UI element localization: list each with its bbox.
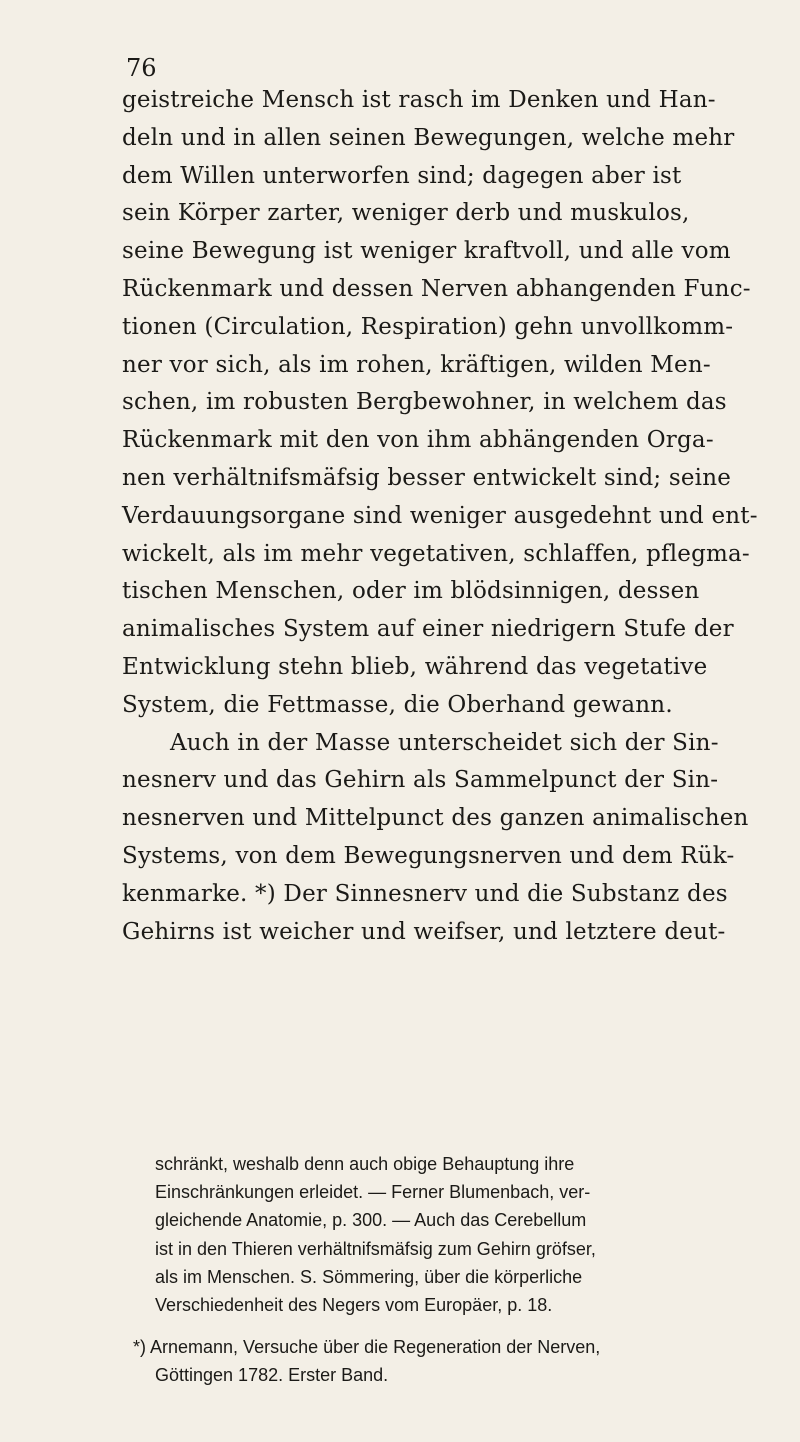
footnote-marker-line: *) Arnemann, Versuche über die Regeneration der Nerven, [133,1337,601,1358]
text-line: schen, im robusten Bergbewohner, in welchem das [122,389,727,416]
page-number: 76 [126,54,157,82]
footnote-line: Göttingen 1782. Erster Band. [155,1365,389,1386]
text-line: animalisches System auf einer niedrigern Stufe der [122,616,734,643]
text-line: tionen (Circulation, Respiration) gehn unvollkomm- [122,313,734,340]
text-line: Rückenmark und dessen Nerven abhangenden Func- [122,275,751,302]
text-line: tischen Menschen, oder im blödsinnigen, dessen [122,578,700,605]
footnote-line: Einschränkungen erleidet. — Ferner Blumenbach, ver- [155,1182,591,1203]
paragraph-start-line: Auch in der Masse unterscheidet sich der Sin- [170,729,719,756]
footnote-line: gleichende Anatomie, p. 300. — Auch das Cerebellum [155,1210,587,1231]
text-line: deln und in allen seinen Bewegungen, welche mehr [122,124,735,151]
text-line: nen verhältnifsmäfsig besser entwickelt sind; seine [122,464,732,491]
text-line: seine Bewegung ist weniger kraftvoll, und alle vom [122,238,731,265]
footnote-line: Verschiedenheit des Negers vom Europäer, p. 18. [155,1294,553,1315]
footnote-line: schränkt, weshalb denn auch obige Behauptung ihre [155,1154,575,1174]
text-line: Entwicklung stehn blieb, während das vegetative [122,653,708,680]
text-line: ner vor sich, als im rohen, kräftigen, wilden Men- [122,351,711,378]
text-line: sein Körper zarter, weniger derb und muskulos, [122,200,690,227]
footnotes [133,1150,725,1390]
text-line: Verdauungsorgane sind weniger ausgedehnt und ent- [122,502,758,529]
text-line: kenmarke. *) Der Sinnesnerv und die Substanz des [122,880,728,907]
text-line: dem Willen unterworfen sind; dagegen aber ist [122,162,682,189]
text-line: wickelt, als im mehr vegetativen, schlaffen, pflegma- [122,540,750,567]
text-line: geistreiche Mensch ist rasch im Denken und Han- [122,87,716,113]
text-line: nesnerv und das Gehirn als Sammelpunct der Sin- [122,767,719,794]
text-line: System, die Fettmasse, die Oberhand gewann. [122,691,673,718]
text-line: Rückenmark mit den von ihm abhängenden Orga- [122,427,714,454]
footnote-line: als im Menschen. S. Sömmering, über die körperliche [155,1266,583,1287]
main-text-body [122,82,758,951]
text-line: nesnerven und Mittelpunct des ganzen animalischen [122,805,749,832]
text-line: Systems, von dem Bewegungsnerven und dem Rük- [122,842,735,869]
footnote-spacer [155,1319,725,1333]
footnote-line: ist in den Thieren verhältnifsmäfsig zum Gehirn gröfser, [155,1238,596,1259]
text-line: Gehirns ist weicher und weifser, und letztere deut- [122,918,726,945]
